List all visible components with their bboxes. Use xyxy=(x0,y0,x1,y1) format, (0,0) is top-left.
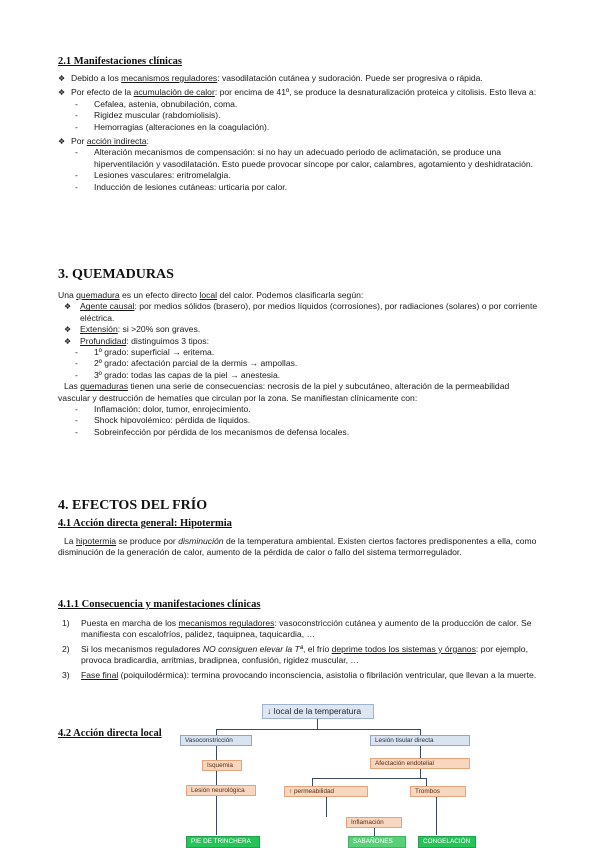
diamond-bullet-icon: ❖ xyxy=(64,302,72,312)
bullet-item: ❖ Por efecto de la acumulación de calor: por encima de 41º, se produce la desnaturalización proteica y citolisis. Esto lleva a: xyxy=(58,87,537,98)
diagram-node-top: ↓ local de la temperatura xyxy=(262,704,374,719)
diamond-bullet-icon: ❖ xyxy=(64,336,72,346)
numbered-item: 1) Puesta en marcha de los mecanismos reguladores: vasoconstricción cutánea y aumento de la producción de calor. Se manifiesta con escalofríos, palidez, taquipnea, taquicardia, … xyxy=(62,618,532,640)
hypothermia-paragraph: La hipotermia se produce por disminución de la temperatura ambiental. Existen ciertos factores predisponentes a ella, como disminución de la generación de calor, aumento de la pérdida de calor o fallo del sistema termorregulador. xyxy=(58,536,537,558)
list-item: - 2º grado: afectación parcial de la dermis → ampollas. xyxy=(75,358,298,369)
list-item: - Rigidez muscular (rabdomiolisis). xyxy=(75,110,221,121)
list-item: - Sobreinfección por pérdida de los mecanismos de defensa locales. xyxy=(75,426,350,437)
diagram-node-congelacion: CONGELACIÓN xyxy=(418,836,476,848)
numbered-item: 2) Si los mecanismos reguladores NO consiguen elevar la Tª, el frío deprime todos los sistemas y órganos: por ejemplo, provoca bradicardia, arritmias, bradipnea, confusión, rigidez muscular, … xyxy=(62,643,528,666)
diagram-node-sabanones: SABAÑONES xyxy=(348,836,406,848)
list-item: - Inflamación: dolor, tumor, enrojecimiento. xyxy=(75,404,251,415)
list-item: - 3º grado: todas las capas de la piel → anestesia. xyxy=(75,369,281,380)
diagram-node-permeabilidad: ↑ permeabilidad xyxy=(284,786,368,797)
diagram-node-lesion-tisular: Lesión tisular directa xyxy=(370,735,470,746)
section-4-1-1-heading: 4.1.1 Consecuencia y manifestaciones clínicas xyxy=(58,599,261,610)
section-3-intro: Una quemadura es un efecto directo local del calor. Podemos clasificarla según: xyxy=(58,290,364,300)
list-item: - Lesiones vasculares: eritromelalgia. xyxy=(75,170,231,181)
diamond-bullet-icon: ❖ xyxy=(58,74,66,83)
diagram-node-isquemia: Isquemia xyxy=(202,760,242,771)
list-item: - Cefalea, astenia, obnubilación, coma. xyxy=(75,98,238,109)
bullet-item: ❖ Extensión: si >20% son graves. xyxy=(64,324,201,335)
section-4-heading: 4. EFECTOS DEL FRÍO xyxy=(58,498,208,513)
diagram-node-inflamacion: Inflamación xyxy=(346,817,402,828)
diagram-node-afectacion-endotelial: Afectación endotelial xyxy=(370,758,470,769)
list-item: - 1º grado: superficial → eritema. xyxy=(75,347,215,358)
diagram-node-vasoconstriccion: Vasoconstricción xyxy=(180,735,252,746)
list-item: - Inducción de lesiones cutáneas: urticaria por calor. xyxy=(75,181,287,192)
paragraph: Las quemaduras tienen una serie de consecuencias: necrosis de la piel y subcutáneo, alteración de la permeabilidad vascular y destrucción de hematíes que circulan por la zona. Se manifiestan clínicamente con: xyxy=(58,381,510,403)
diamond-bullet-icon: ❖ xyxy=(58,88,66,98)
bullet-item: ❖ Debido a los mecanismos reguladores: vasodilatación cutánea y sudoración. Puede ser progresiva o rápida. xyxy=(58,73,483,83)
list-item: - Shock hipovolémico: pérdida de líquidos. xyxy=(75,415,251,426)
diagram-node-lesion-neurologica: Lesión neurológica xyxy=(186,785,256,796)
diamond-bullet-icon: ❖ xyxy=(64,325,72,335)
bullet-item: ❖ Por acción indirecta: xyxy=(58,136,149,147)
list-item: - Hemorragias (alteraciones en la coagulación). xyxy=(75,121,270,132)
section-2-1-heading: 2.1 Manifestaciones clínicas xyxy=(58,56,182,67)
section-4-1-heading: 4.1 Acción directa general: Hipotermia xyxy=(58,518,232,529)
diagram-node-pie-trinchera: PIE DE TRINCHERA xyxy=(186,836,260,848)
section-3-heading: 3. QUEMADURAS xyxy=(58,267,174,282)
numbered-item: 3) Fase final (poiquilodérmica): termina provocando inconsciencia, asistolia o fibrilación ventricular, que llevan a la muerte. xyxy=(62,669,537,680)
list-item: - Alteración mecanismos de compensación: si no hay un adecuado periodo de aclimatación, se produce una hiperventilación y vasodilatación. Esto puede provocar síncope por calor, calambres, agotamiento y deshidratación. xyxy=(75,147,534,169)
section-4-2-heading: 4.2 Acción directa local xyxy=(58,728,162,739)
bullet-item: ❖ Agente causal: por medios sólidos (brasero), por medios líquidos (corrosiones), por radiaciones (solares) o por corriente eléctrica. xyxy=(64,301,538,323)
section-2-1-body xyxy=(58,73,540,193)
bullet-item: ❖ Profundidad: distinguimos 3 tipos: xyxy=(64,335,209,346)
diamond-bullet-icon: ❖ xyxy=(58,137,66,147)
diagram-node-trombos: Trombos xyxy=(410,786,466,797)
section-3-body xyxy=(58,290,540,438)
section-4-1-1-body xyxy=(58,618,540,681)
cold-local-effect-diagram xyxy=(180,704,600,848)
